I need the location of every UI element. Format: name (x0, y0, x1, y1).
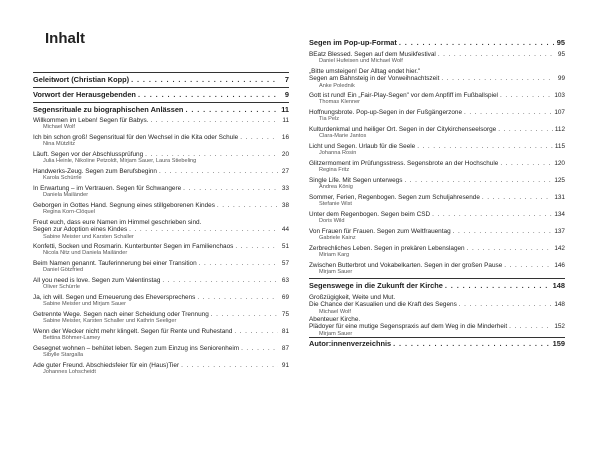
toc-entry[interactable] (309, 109, 565, 123)
toc-entry[interactable] (33, 151, 289, 165)
leader-dots (217, 202, 278, 209)
entry-author: Karola Schürrle (43, 175, 82, 182)
entry-author: Daniela Mailänder (43, 192, 89, 199)
entry-author: Sabine Meister, Karsten Schaller und Kathrin Seeliger (43, 318, 177, 325)
entry-title: BEatz Blessed. Segen auf dem Musikfestival (309, 51, 436, 58)
entry-title: Segen am Bahnsteig in der Vorweihnachtszeit (309, 75, 440, 83)
page-number: 159 (552, 339, 565, 348)
entry-title: Getrennte Wege. Segen nach einer Scheidung oder Trennung (33, 311, 209, 318)
leader-dots (235, 243, 278, 250)
leader-dots (500, 92, 552, 99)
toc-entry[interactable] (309, 177, 565, 191)
entry-author: Andrea König (319, 184, 353, 191)
entry-title: Segen zur Adoption eines Kindes (33, 226, 128, 234)
entry-author: Doris Wild (319, 218, 345, 225)
toc-entry[interactable] (33, 219, 289, 240)
leader-dots (185, 106, 278, 115)
entry-title: Zerbrechliches Leben. Segen in prekären Lebenslagen (309, 245, 465, 252)
toc-entry[interactable] (33, 345, 289, 359)
toc-entry[interactable] (33, 260, 289, 274)
toc-entry[interactable] (309, 68, 565, 89)
entry-title-line1: Freut euch, dass eure Namen im Himmel geschrieben sind. (33, 219, 202, 226)
entry-author: Julia Heinle, Nikoline Petzoldt, Mirjam Sauer, Laura Stiebeling (43, 158, 197, 165)
entry-title: Beim Namen genannt. Tauferinnerung bei einer Transition (33, 260, 197, 267)
entry-title: Von Frauen für Frauen. Segen zum Weltfrauentag (309, 228, 451, 235)
leader-dots (399, 39, 554, 48)
section-title: Geleitwort (Christian Kopp) (33, 75, 130, 84)
page-number: 146 (554, 262, 565, 269)
toc-entry[interactable] (309, 126, 565, 140)
leader-dots (150, 117, 278, 124)
leader-dots (509, 323, 552, 330)
toc-entry[interactable] (309, 262, 565, 276)
toc-entry[interactable] (33, 311, 289, 325)
page-number: 134 (554, 211, 565, 218)
leader-dots (129, 226, 278, 233)
toc-section[interactable] (309, 340, 565, 349)
page-number: 120 (554, 160, 565, 167)
page-number: 107 (554, 109, 565, 116)
page-number: 137 (554, 228, 565, 235)
entry-title: Single Life. Mit Segen unterwegs (309, 177, 403, 184)
leader-dots (199, 260, 278, 267)
leader-dots (159, 168, 278, 175)
entry-author: Daniel Götzfried (43, 267, 84, 274)
entry-title: Glitzermoment im Prüfungsstress. Segensbrote an der Hochschule (309, 160, 499, 167)
page-number: 103 (554, 92, 565, 99)
entry-title-line1: „Bitte umsteigen! Der Alltag endet hier." (309, 68, 421, 75)
entry-author: Daniel Hufeisen und Michael Wolf (319, 58, 403, 65)
entry-title: Hoffnungsbrote. Pop-up-Segen in der Fußgängerzone (309, 109, 463, 116)
entry-title: Plädoyer für eine mutige Segenspraxis auf dem Weg in die Minderheit (309, 323, 508, 331)
entry-title: Kulturdenkmal und heiliger Ort. Segen in der Citykirchenseelsorge (309, 126, 497, 133)
toc-entry[interactable] (33, 243, 289, 257)
toc-section[interactable] (309, 282, 565, 291)
leader-dots (417, 143, 553, 150)
section-title: Vorwort der Herausgebenden (33, 90, 136, 99)
leader-dots (459, 301, 553, 308)
toc-entry[interactable] (309, 160, 565, 174)
divider (33, 102, 289, 103)
entry-title: Unter dem Regenbogen. Segen beim CSD (309, 211, 431, 218)
entry-title: Konfetti, Socken und Rosmarin. Kunterbunter Segen im Familienchaos (33, 243, 234, 250)
entry-author: Stefanie Wist (319, 201, 352, 208)
page-number: 125 (554, 177, 565, 184)
page-number: 112 (554, 126, 565, 133)
entry-title: In Erwartung – im Vertrauen. Segen für Schwangere (33, 185, 182, 192)
toc-entry[interactable] (309, 51, 565, 65)
leader-dots (234, 328, 278, 335)
page-number: 95 (557, 51, 565, 58)
entry-title: Gott ist rund! Ein „Fair-Play-Segen" vor dem Anpfiff im Fußballspiel (309, 92, 498, 99)
entry-title: Ade guter Freund. Abschiedsfeier für ein (Haus)Tier (33, 362, 180, 369)
page-number: 99 (557, 75, 565, 83)
entry-title: Wenn der Wecker nicht mehr klingelt. Segen für Rente und Ruhestand (33, 328, 233, 335)
toc-entry[interactable] (309, 294, 565, 315)
leader-dots (131, 76, 278, 85)
entry-author: Nina Mützlitz (43, 141, 76, 148)
leader-dots (240, 134, 278, 141)
entry-author: Sibylle Stargalla (43, 352, 84, 359)
page-number: 81 (281, 328, 289, 335)
page-number: 148 (552, 281, 565, 290)
entry-title: Geborgen in Gottes Hand. Segnung eines stillgeborenen Kindes (33, 202, 215, 209)
entry-author: Michael Wolf (43, 124, 75, 131)
leader-dots (445, 282, 551, 291)
leader-dots (432, 211, 552, 218)
page-number: 69 (281, 294, 289, 301)
page-number: 20 (281, 151, 289, 158)
page-number: 142 (554, 245, 565, 252)
entry-title: Ja, ich will. Segen und Erneuerung des Eheversprechens (33, 294, 196, 301)
entry-author: Michael Wolf (319, 308, 351, 315)
entry-author: Thomas Klenner (319, 99, 361, 106)
leader-dots (197, 294, 278, 301)
leader-dots (498, 126, 553, 133)
toc-entry[interactable] (309, 194, 565, 208)
page-number: 63 (281, 277, 289, 284)
leader-dots (504, 262, 552, 269)
entry-author: Johanna Rosin (319, 150, 357, 157)
leader-dots (241, 345, 278, 352)
leader-dots (211, 311, 278, 318)
leader-dots (162, 277, 278, 284)
entry-title: Gesegnet wohnen – behütet leben. Segen zum Einzug ins Seniorenheim (33, 345, 240, 352)
page-number: 11 (282, 117, 289, 124)
entry-author: Miriam Karg (319, 252, 350, 259)
toc-section[interactable] (33, 76, 289, 85)
toc-entry[interactable] (309, 92, 565, 106)
page-number: 33 (281, 185, 289, 192)
leader-dots (181, 362, 278, 369)
entry-author: Regina Fritz (319, 167, 350, 174)
toc-entry[interactable] (309, 245, 565, 259)
page-number: 44 (281, 226, 289, 234)
leader-dots (138, 91, 278, 100)
entry-author: Mirjam Sauer (319, 330, 353, 337)
page-number: 11 (281, 105, 289, 114)
leader-dots (467, 245, 553, 252)
entry-title: Sommer, Ferien, Regenbogen. Segen zum Schuljahresende (309, 194, 480, 201)
toc-entry[interactable] (33, 277, 289, 291)
entry-title-line1: Großzügigkeit, Weite und Mut. (309, 294, 396, 301)
entry-author: Johannes Lohscheidt (43, 369, 96, 376)
entry-title: Läuft. Segen vor der Abschlussprüfung (33, 151, 144, 158)
entry-title: Die Chance der Kasualien und die Kraft des Segens (309, 301, 457, 309)
entry-author: Clara-Marie Jantos (319, 133, 367, 140)
page-number: 51 (281, 243, 289, 250)
leader-dots (441, 75, 554, 82)
entry-title: Licht und Segen. Urlaub für die Seele (309, 143, 416, 150)
leader-dots (453, 228, 553, 235)
page-title: Inhalt (45, 30, 85, 47)
leader-dots (183, 185, 278, 192)
section-title: Segen im Pop-up-Format (309, 38, 397, 47)
page-number: 91 (281, 362, 289, 369)
page-number: 16 (281, 134, 289, 141)
section-title: Segenswege in die Zukunft der Kirche (309, 281, 443, 290)
leader-dots (393, 340, 551, 349)
toc-entry[interactable] (33, 328, 289, 342)
entry-author: Tia Pelz (319, 116, 339, 123)
section-title: Autor:innenverzeichnis (309, 339, 392, 348)
page-number: 57 (281, 260, 289, 267)
toc-entry[interactable] (309, 143, 565, 157)
entry-title: Willkommen im Leben! Segen für Babys. (33, 117, 149, 124)
leader-dots (145, 151, 278, 158)
entry-title: All you need is love. Segen zum Valentinstag (33, 277, 161, 284)
page-number: 38 (281, 202, 289, 209)
divider (33, 72, 289, 73)
entry-author: Regina Korn-Clöquel (43, 209, 95, 216)
toc-entry[interactable] (33, 202, 289, 216)
toc-entry[interactable] (33, 294, 289, 308)
entry-author: Gabriele Kainz (319, 235, 356, 242)
page-number: 7 (284, 75, 289, 84)
leader-dots (438, 51, 554, 58)
toc-entry[interactable] (33, 117, 289, 131)
entry-author: Anke Polednik (319, 82, 355, 89)
divider (33, 87, 289, 88)
toc-entry[interactable] (309, 228, 565, 242)
entry-author: Mirjam Sauer (319, 269, 353, 276)
toc-entry[interactable] (33, 362, 289, 376)
leader-dots (464, 109, 552, 116)
entry-title: Ich bin schon groß! Segensritual für den Wechsel in die Kita oder Schule (33, 134, 239, 141)
entry-author: Nicola Nitz und Daniela Mailänder (43, 250, 128, 257)
entry-title: Handwerks-Zeug. Segen zum Berufsbeginn (33, 168, 157, 175)
entry-title-line1: Abenteuer Kirche. (309, 316, 361, 323)
page-number: 9 (284, 90, 289, 99)
toc-section[interactable] (33, 106, 289, 115)
section-title: Segensrituale zu biographischen Anlässen (33, 105, 184, 114)
page-number: 27 (281, 168, 289, 175)
toc-section[interactable] (309, 39, 565, 48)
toc-entry[interactable] (309, 316, 565, 337)
entry-author: Sabine Meister und Mirjam Sauer (43, 301, 127, 308)
toc-entry[interactable] (33, 185, 289, 199)
page-number: 75 (281, 311, 289, 318)
page-number: 95 (556, 38, 565, 47)
toc-entry[interactable] (33, 134, 289, 148)
divider (309, 337, 565, 338)
entry-author: Oliver Schürrle (43, 284, 80, 291)
page-number: 152 (554, 323, 565, 331)
leader-dots (482, 194, 552, 201)
divider (309, 278, 565, 279)
leader-dots (404, 177, 552, 184)
toc-entry[interactable] (33, 168, 289, 182)
toc-section[interactable] (33, 91, 289, 100)
page-number: 131 (554, 194, 565, 201)
page-number: 115 (554, 143, 565, 150)
entry-author: Sabine Meister und Karsten Schaller (43, 233, 134, 240)
entry-title: Zwischen Butterbrot und Vokabelkarten. Segen in der großen Pause (309, 262, 503, 269)
page-number: 87 (281, 345, 289, 352)
toc-entry[interactable] (309, 211, 565, 225)
leader-dots (500, 160, 552, 167)
entry-author: Bettina Böhmer-Lamey (43, 335, 101, 342)
page-number: 148 (554, 301, 565, 309)
